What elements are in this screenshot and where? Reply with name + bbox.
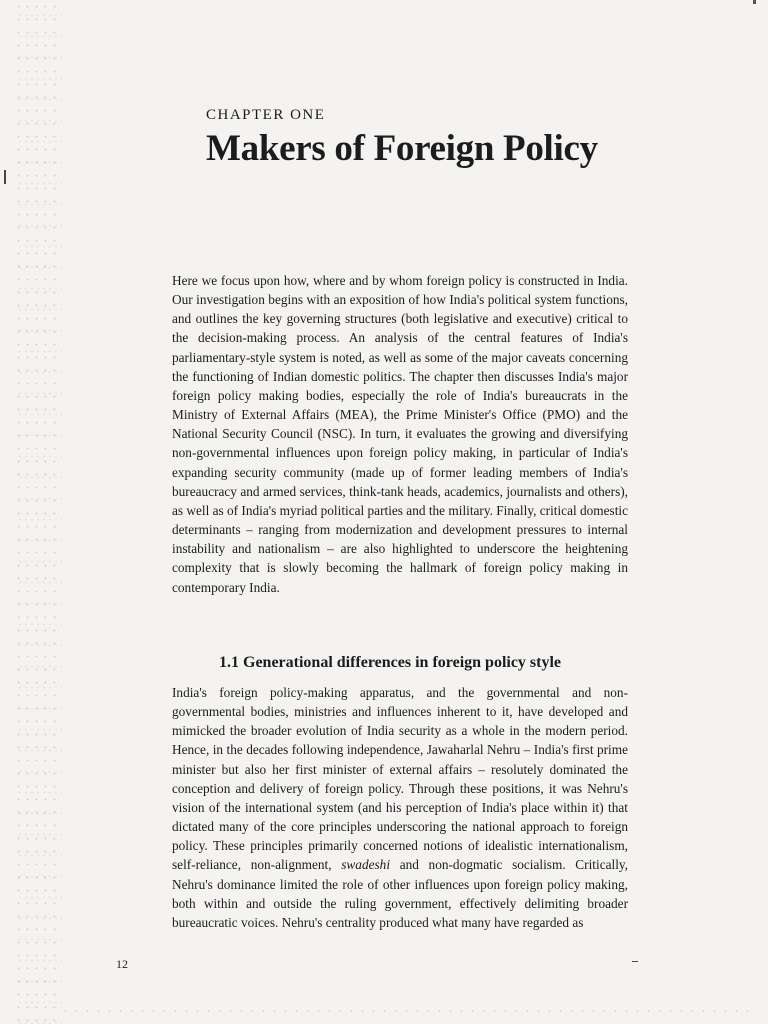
scan-speckle-bottom — [60, 1008, 748, 1014]
scan-corner-mark — [753, 0, 756, 4]
paragraph-emphasis-swadeshi: swadeshi — [341, 857, 391, 873]
page-number: 12 — [116, 957, 128, 971]
section-heading: 1.1 Generational differences in foreign policy style — [219, 654, 562, 671]
scan-dash-mark — [632, 961, 638, 962]
scan-speckle-left — [14, 0, 62, 1024]
intro-paragraph: Here we focus upon how, where and by whom foreign policy is constructed in India. Our investigation begins with an exposition of how India's political system functions, and outlines the key governing structures (both legislative and executive) critical to the decision-making process. An analysis of the central features of India's parliamentary-style system is noted, as well as some of the major caveats concerning the functioning of Indian domestic politics. The chapter then discusses India's major foreign policy making bodies, especially the role of India's bureaucrats in the Ministry of External Affairs (MEA), the Prime Minister's Office (PMO) and the National Security Council (NSC). In turn, it evaluates the growing and diversifying non-governmental influences upon foreign policy making, in particular of India's expanding security community (made up of former leading members of India's bureaucracy and armed services, think-tank heads, academics, journalists and others), as well as of India's myriad political parties and the military. Finally, critical domestic determinants – ranging from modernization and development pressures to internal instability and nationalism – are also highlighted to underscore the heightening complexity that is slowly becoming the hallmark of foreign policy making in contemporary India. — [172, 273, 628, 595]
paragraph-text-part-1: India's foreign policy-making apparatus, and the governmental and non-governmental bodies, ministries and influences inherent to it, have developed and mimicked the broader evolution of India security as a whole in the modern period. Hence, in the decades following independence, Jawaharlal Nehru – India's first prime minister but also her first minister of external affairs – resolutely dominated the conception and delivery of foreign policy. Through these positions, it was Nehru's vision of the international system (and his perception of India's place within it) that dictated many of the core principles underscoring the national approach to foreign policy. These principles primarily concerned notions of idealistic internationalism, self-reliance, non-alignment, — [172, 685, 628, 873]
scan-edge-mark — [4, 170, 6, 184]
chapter-label: CHAPTER ONE — [206, 107, 326, 123]
chapter-title: Makers of Foreign Policy — [206, 128, 598, 169]
section-paragraph — [172, 683, 628, 932]
paragraph-text-part-2: and non-dogmatic socialism. Critically, Nehru's dominance limited the role of other influences upon foreign policy making, both within and outside the ruling government, effectively delimiting broader bureaucratic voices. Nehru's centrality produced what many have regarded as — [172, 857, 628, 930]
